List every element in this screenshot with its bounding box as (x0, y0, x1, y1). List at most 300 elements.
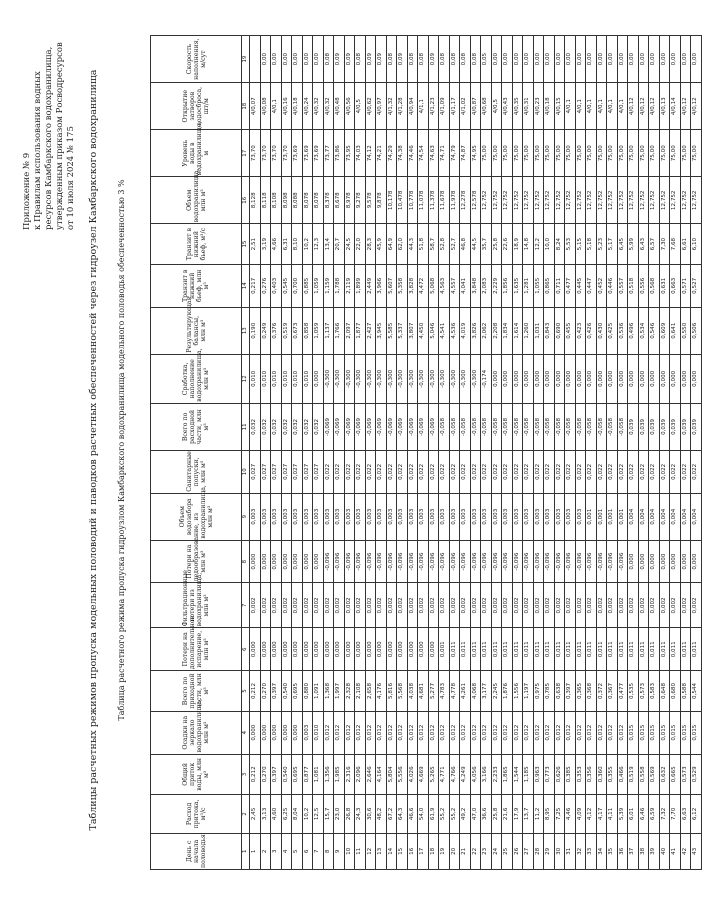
table-cell: 0,022 (323, 450, 334, 493)
table-cell: 0,000 (670, 354, 681, 403)
column-header: Результирующая балансы, млн м³ (151, 307, 242, 354)
table-cell: 0,012 (418, 711, 429, 754)
table-cell: -0,096 (491, 540, 502, 583)
table-cell: -0,096 (460, 540, 471, 583)
table-cell: 74,12 (365, 130, 376, 177)
table-cell: 0,003 (260, 493, 271, 540)
table-cell: 8,108 (271, 177, 282, 224)
table-cell: 0,536 (617, 307, 628, 354)
table-cell: 6,63 (680, 795, 691, 833)
table-cell: 0,000 (292, 628, 303, 671)
column-header: Уровень воды в водохранилище, м (151, 130, 242, 177)
table-cell: 17,9 (512, 795, 523, 833)
table-cell: -0,069 (355, 403, 366, 450)
table-cell: 0,09 (365, 36, 376, 83)
table-cell: 0,000 (292, 540, 303, 583)
table-cell: 0,032 (281, 403, 292, 450)
table-cell: 0,012 (533, 711, 544, 754)
table-cell: 0,000 (638, 354, 649, 403)
table-cell: 0,003 (512, 493, 523, 540)
table-cell: 0,027 (292, 450, 303, 493)
table-cell: 0,004 (649, 493, 660, 540)
table-cell: 7,32 (659, 795, 670, 833)
table-cell: 2,45 (250, 795, 261, 833)
table-cell: 0,027 (313, 450, 324, 493)
table-cell: 1,197 (523, 671, 534, 712)
table-cell: 4,536 (449, 307, 460, 354)
table-cell: 0,002 (428, 583, 439, 628)
table-cell: 8,24 (554, 224, 565, 265)
table-cell: 0,012 (575, 711, 586, 754)
approval-line: от 10 июля 2024 № 175 (66, 126, 76, 230)
table-cell: 0,08 (323, 36, 334, 83)
table-cell: 0,003 (271, 493, 282, 540)
table-cell: 8,088 (292, 177, 303, 224)
table-cell: 0,027 (260, 450, 271, 493)
table-cell: 0,003 (575, 493, 586, 540)
table-cell: 0,022 (523, 450, 534, 493)
table-cell: 0,000 (313, 540, 324, 583)
table-cell: 73,69 (292, 130, 303, 177)
table-cell: 0,022 (554, 450, 565, 493)
table-cell: 25,8 (491, 224, 502, 265)
table-row (460, 36, 471, 870)
table-cell: 46,8 (460, 224, 471, 265)
approval-line: к Правилам использования водных (33, 71, 43, 230)
table-cell: 0,022 (649, 450, 660, 493)
table-cell: 11,378 (428, 177, 439, 224)
table-cell: 11,2 (533, 795, 544, 833)
table-cell: 0,00 (491, 36, 502, 83)
table-cell: 0,000 (586, 354, 597, 403)
table-cell: 2,51 (250, 224, 261, 265)
table-cell: 4/0,12 (649, 83, 660, 130)
table-cell: 7,25 (554, 795, 565, 833)
table-cell: 3,945 (376, 307, 387, 354)
column-number: 11 (242, 403, 250, 450)
table-cell: -0,300 (470, 354, 481, 403)
table-cell: 0,000 (628, 354, 639, 403)
table-cell: 0,002 (418, 583, 429, 628)
table-cell: 10 (344, 833, 355, 869)
table-cell: 0,00 (565, 36, 576, 83)
table-cell: 0,003 (481, 493, 492, 540)
table-cell: -0,096 (323, 540, 334, 583)
table-cell: -0,096 (575, 540, 586, 583)
table-cell: 73,70 (250, 130, 261, 177)
table-row (439, 36, 450, 870)
table-cell: -0,069 (323, 403, 334, 450)
table-cell: 0,022 (449, 450, 460, 493)
table-cell: 2,062 (481, 307, 492, 354)
table-cell: 12,752 (649, 177, 660, 224)
column-header: Осадки на зеркало водохранилища, млн м³ (151, 711, 242, 754)
table-cell: 75,00 (575, 130, 586, 177)
table-cell: 8 (323, 833, 334, 869)
table-cell: 0,011 (659, 628, 670, 671)
table-cell: 0,000 (659, 354, 670, 403)
table-cell: 5,068 (428, 264, 439, 307)
table-cell: 0,002 (502, 583, 513, 628)
table-cell: 0,039 (691, 403, 702, 450)
table-cell: 11,978 (449, 177, 460, 224)
table-cell: 3 (271, 833, 282, 869)
table-cell: 5,804 (386, 754, 397, 795)
table-cell: 0,039 (659, 403, 670, 450)
table-cell: 0,002 (554, 583, 565, 628)
table-cell: 0,00 (554, 36, 565, 83)
table-cell: 6,31 (281, 224, 292, 265)
table-cell: 0,425 (607, 307, 618, 354)
table-cell: 75,00 (649, 130, 660, 177)
table-cell: 0,573 (680, 754, 691, 795)
approval-line: ресурсов Камбаркского водохранилища, (44, 46, 54, 230)
table-cell: 4,563 (439, 264, 450, 307)
table-cell: 41 (670, 833, 681, 869)
table-cell: 0,011 (449, 628, 460, 671)
table-cell: 74,63 (428, 130, 439, 177)
table-cell: 0,004 (680, 493, 691, 540)
table-cell: 4/0,12 (691, 83, 702, 130)
table-cell: -0,096 (365, 540, 376, 583)
table-cell: 0,022 (617, 450, 628, 493)
table-row (281, 36, 292, 870)
table-cell: 0,011 (628, 628, 639, 671)
table-cell: 5,39 (617, 795, 628, 833)
table-cell: 1,260 (523, 307, 534, 354)
table-cell: -0,096 (565, 540, 576, 583)
table-cell: 0,032 (250, 403, 261, 450)
table-cell: 0,00 (544, 36, 555, 83)
table-cell: 1,635 (512, 264, 523, 307)
table-cell: 8,078 (302, 177, 313, 224)
table-cell: -0,069 (407, 403, 418, 450)
table-cell: 4/0,12 (638, 83, 649, 130)
table-cell: 0,027 (250, 450, 261, 493)
table-cell: 0,569 (649, 754, 660, 795)
table-cell: 0,039 (638, 403, 649, 450)
table-cell: -0,096 (523, 540, 534, 583)
table-cell: 0,558 (638, 754, 649, 795)
column-number: 7 (242, 583, 250, 628)
table-cell: 17 (418, 833, 429, 869)
table-cell: 75,00 (544, 130, 555, 177)
table-cell: 0,015 (680, 711, 691, 754)
table-cell: 73,95 (344, 130, 355, 177)
table-cell: 0,012 (544, 711, 555, 754)
table-row (397, 36, 408, 870)
table-row (407, 36, 418, 870)
table-cell: 0,000 (250, 540, 261, 583)
table-cell: -0,300 (365, 354, 376, 403)
table-cell: -0,096 (418, 540, 429, 583)
table-cell: 0,002 (659, 583, 670, 628)
table-cell: 4/0,68 (481, 83, 492, 130)
table-cell: 11 (355, 833, 366, 869)
table-cell: 0,05 (481, 36, 492, 83)
table-cell: 0,000 (617, 354, 628, 403)
table-cell: 75,00 (481, 130, 492, 177)
table-cell: 0,011 (586, 628, 597, 671)
table-cell: 75,00 (491, 130, 502, 177)
table-cell: 0,003 (428, 493, 439, 540)
table-cell: 75,00 (638, 130, 649, 177)
table-cell: 5,265 (428, 754, 439, 795)
table-cell: -0,096 (355, 540, 366, 583)
table-row (428, 36, 439, 870)
table-cell: 1,368 (323, 671, 334, 712)
table-cell: 4,766 (449, 754, 460, 795)
approval-block (22, 0, 77, 230)
table-cell: 75,00 (533, 130, 544, 177)
table-cell: 8,04 (292, 795, 303, 833)
table-cell: 4/0,24 (302, 83, 313, 130)
table-row (502, 36, 513, 870)
table-cell: 0,08 (449, 36, 460, 83)
table-cell: 0,568 (649, 264, 660, 307)
table-cell: 0,011 (544, 628, 555, 671)
table-cell: 4,17 (596, 795, 607, 833)
table-cell: 0,270 (260, 671, 271, 712)
table-cell: 0,08 (439, 36, 450, 83)
table-cell: 0,011 (481, 628, 492, 671)
table-cell: 4,771 (439, 754, 450, 795)
table-cell: -0,096 (470, 540, 481, 583)
table-row (565, 36, 576, 870)
table-cell: 10,2 (302, 224, 313, 265)
table-cell: 4/0,87 (470, 83, 481, 130)
table-cell: 0,002 (544, 583, 555, 628)
table-cell: -0,300 (439, 354, 450, 403)
table-cell: 0,002 (365, 583, 376, 628)
table-cell: 0,665 (670, 754, 681, 795)
table-cell: 0,011 (470, 628, 481, 671)
table-cell: 0,506 (691, 307, 702, 354)
table-cell: 0,000 (575, 354, 586, 403)
table-row (470, 36, 481, 870)
table-cell: 1,614 (512, 307, 523, 354)
table-cell: 0,004 (670, 493, 681, 540)
table-cell: 0,534 (638, 307, 649, 354)
table-cell: 8,978 (344, 177, 355, 224)
table-cell: 0,000 (271, 540, 282, 583)
table-cell: 8,678 (334, 177, 345, 224)
table-cell: 5,358 (397, 264, 408, 307)
table-cell: 3,807 (407, 307, 418, 354)
table-cell: 4/1,17 (449, 83, 460, 130)
table-cell: 4/0,48 (334, 83, 345, 130)
table-cell: -0,058 (575, 403, 586, 450)
table-cell: 0,583 (649, 671, 660, 712)
table-cell: 0,039 (670, 403, 681, 450)
table-cell: 2,427 (365, 307, 376, 354)
table-cell: 0,003 (502, 493, 513, 540)
table-row (313, 36, 324, 870)
table-cell: 12,752 (670, 177, 681, 224)
table-cell: 34 (596, 833, 607, 869)
table-cell: 0,002 (533, 583, 544, 628)
table-cell: 0,027 (302, 450, 313, 493)
table-cell: 12,752 (554, 177, 565, 224)
table-cell: 0,00 (649, 36, 660, 83)
table-cell: 0,09 (344, 36, 355, 83)
table-cell: 48,2 (376, 795, 387, 833)
table-cell: 44,5 (470, 224, 481, 265)
table-cell: 74,29 (386, 130, 397, 177)
table-cell: 5 (292, 833, 303, 869)
table-cell: 0,003 (334, 493, 345, 540)
column-header: Транзит в нижний бьеф, млн м³ (151, 264, 242, 307)
table-cell: 1,031 (533, 307, 544, 354)
table-cell: 0,000 (376, 628, 387, 671)
table-cell: -0,069 (428, 403, 439, 450)
table-cell: 0,002 (649, 583, 660, 628)
table-cell: 0,000 (292, 711, 303, 754)
table-cell: 0,403 (271, 264, 282, 307)
table-cell: 32 (575, 833, 586, 869)
table-cell: 0,012 (407, 711, 418, 754)
table-cell: 7,68 (670, 224, 681, 265)
table-cell: 0,004 (628, 493, 639, 540)
table-cell: 0,012 (607, 711, 618, 754)
table-cell: 0,529 (691, 754, 702, 795)
table-cell: 4/0,43 (502, 83, 513, 130)
table-cell: 38 (638, 833, 649, 869)
table-cell: -0,096 (376, 540, 387, 583)
table-cell: 75,00 (607, 130, 618, 177)
table-cell: 10,0 (544, 224, 555, 265)
table-cell: 4,557 (449, 264, 460, 307)
table-cell: 0,010 (281, 354, 292, 403)
table-cell: -0,058 (491, 403, 502, 450)
table-cell: 22,6 (502, 224, 513, 265)
table-cell: -0,300 (418, 354, 429, 403)
table-cell: 12,278 (460, 177, 471, 224)
table-cell: 0,09 (397, 36, 408, 83)
table-cell: 0,700 (292, 264, 303, 307)
table-cell: 0,002 (449, 583, 460, 628)
table-cell: 73,69 (302, 130, 313, 177)
table-cell: 54,0 (418, 795, 429, 833)
table-cell: 0,557 (617, 264, 628, 307)
table-cell: 0,003 (302, 711, 313, 754)
table-cell: 0,00 (586, 36, 597, 83)
table-cell: -0,300 (355, 354, 366, 403)
table-cell: 1,081 (313, 754, 324, 795)
table-cell: 0,000 (533, 354, 544, 403)
table-cell: 0,002 (313, 583, 324, 628)
table-row (638, 36, 649, 870)
table-cell: 0,003 (449, 493, 460, 540)
table-cell: 4,261 (460, 671, 471, 712)
table-cell: 0,00 (281, 36, 292, 83)
table-cell: 6,01 (628, 795, 639, 833)
table-cell: 4/0,1 (617, 83, 628, 130)
table-cell: 0,022 (355, 450, 366, 493)
table-cell: 5,277 (428, 671, 439, 712)
table-cell: 0,012 (502, 711, 513, 754)
table-cell: 43 (691, 833, 702, 869)
table-cell: 51,8 (418, 224, 429, 265)
table-cell: 0,003 (386, 493, 397, 540)
table-cell: 12,752 (481, 177, 492, 224)
table-cell: 0,011 (533, 628, 544, 671)
table-cell: 6 (302, 833, 313, 869)
table-cell: 1,899 (355, 264, 366, 307)
table-cell: 0,011 (565, 628, 576, 671)
table-cell: 73,70 (281, 130, 292, 177)
table-cell: 4,056 (470, 754, 481, 795)
table-cell: 35,7 (481, 224, 492, 265)
table-cell: 55,2 (449, 795, 460, 833)
table-cell: 0,000 (670, 540, 681, 583)
table-cell: 0,545 (281, 264, 292, 307)
table-cell: 0,022 (533, 450, 544, 493)
table-cell: 0,012 (428, 711, 439, 754)
table-cell: 0,455 (565, 307, 576, 354)
table-cell: 0,010 (260, 354, 271, 403)
column-header: Потери на дополнительное испарение, млн м³ (151, 628, 242, 671)
column-number: 15 (242, 224, 250, 265)
table-cell: 0,865 (544, 264, 555, 307)
table-cell: 0,08 (355, 36, 366, 83)
table-cell: 3,966 (376, 264, 387, 307)
table-cell: 0,011 (596, 628, 607, 671)
table-row (554, 36, 565, 870)
table-cell: 0,673 (292, 307, 303, 354)
table-cell: 74,54 (418, 130, 429, 177)
table-cell: 0,012 (397, 711, 408, 754)
table-cell: 5,17 (607, 224, 618, 265)
table-cell: 0,012 (596, 711, 607, 754)
table-cell: 0,00 (292, 36, 303, 83)
table-cell: 1,766 (334, 307, 345, 354)
table-cell: 0,680 (670, 671, 681, 712)
table-row (607, 36, 618, 870)
table-cell: -0,096 (512, 540, 523, 583)
table-cell: 4,041 (460, 264, 471, 307)
table-cell: 7,70 (670, 795, 681, 833)
table-cell: 0,00 (691, 36, 702, 83)
table-cell: 0,015 (649, 711, 660, 754)
table-cell: 61,9 (428, 795, 439, 833)
table-cell: 0,003 (470, 493, 481, 540)
table-cell: 12,2 (533, 224, 544, 265)
table-cell: -0,300 (376, 354, 387, 403)
table-cell: 0,00 (628, 36, 639, 83)
column-number: 5 (242, 671, 250, 712)
table-cell: 1,091 (313, 671, 324, 712)
table-cell: -0,096 (344, 540, 355, 583)
table-cell: 0,002 (607, 583, 618, 628)
table-cell: 0,012 (586, 711, 597, 754)
table-cell: 0,385 (565, 754, 576, 795)
table-cell: -0,058 (502, 403, 513, 450)
table-cell: 0,002 (481, 583, 492, 628)
table-cell: 0,000 (565, 354, 576, 403)
table-cell: 6,25 (281, 795, 292, 833)
table-cell: 0,004 (659, 493, 670, 540)
table-cell: 5,15 (575, 224, 586, 265)
table-cell: 0,540 (281, 754, 292, 795)
table-cell: 58,7 (428, 224, 439, 265)
table-cell: 3,848 (470, 264, 481, 307)
table-cell: 1,856 (502, 264, 513, 307)
table-cell: 0,003 (281, 493, 292, 540)
table-cell: 0,519 (281, 307, 292, 354)
table-cell: 1,356 (323, 754, 334, 795)
table-cell: 0,002 (271, 583, 282, 628)
